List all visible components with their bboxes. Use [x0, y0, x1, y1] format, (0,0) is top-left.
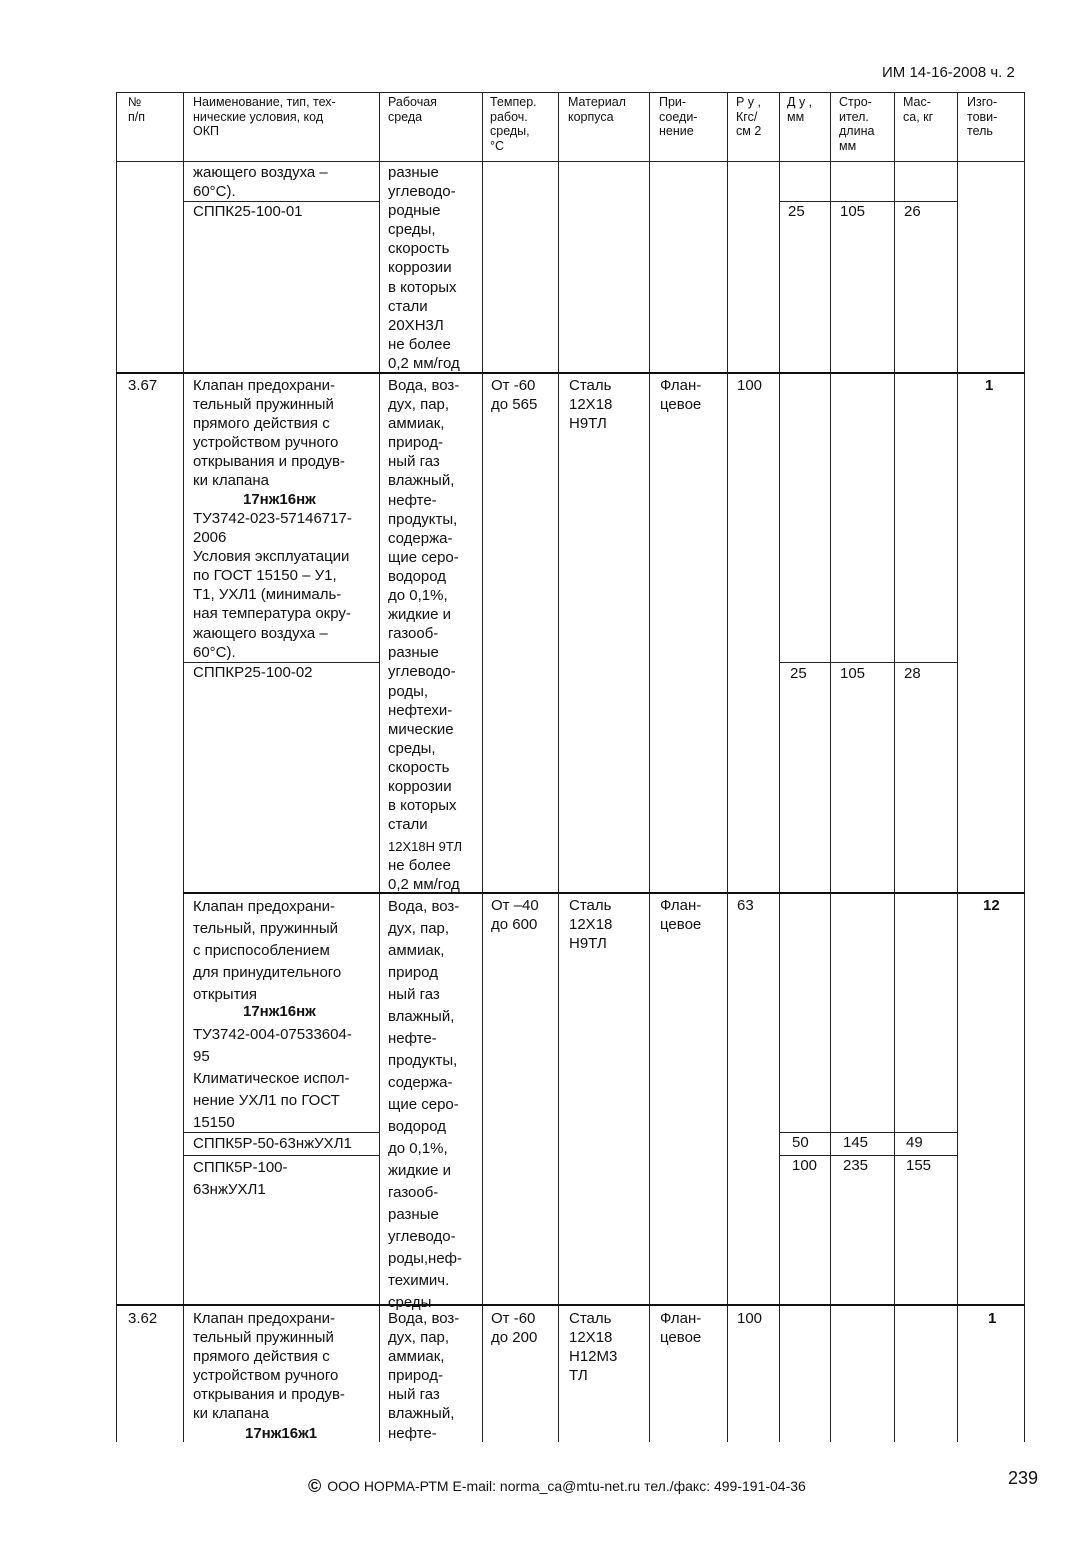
header-temperature: Темпер. рабоч. среды, °С: [490, 95, 537, 153]
mass: 49: [906, 1134, 923, 1151]
working-medium: Вода, воз- дух, пар, аммиак, природ- ный газ влажный, нефте-: [388, 1310, 460, 1442]
table-col-line: [957, 92, 958, 1442]
body-material: Сталь 12Х18 Н12М3 ТЛ: [569, 1310, 618, 1385]
table-col-line: [649, 92, 650, 1442]
table-col-line: [894, 92, 895, 1442]
body-material: Сталь 12Х18 Н9ТЛ: [569, 377, 613, 433]
body-material: Сталь 12Х18 Н9ТЛ: [569, 897, 613, 953]
item-specs: ТУ3742-023-57146717- 2006 Условия эксплуатации по ГОСТ 15150 – У1, Т1, УХЛ1 (минималь- ная температура окру- жающего воздуха – 60°С).: [193, 510, 352, 661]
working-temperature: От -60 до 200: [491, 1310, 538, 1347]
header-length: Стро- ител. длина мм: [839, 95, 875, 153]
nominal-diameter: 50: [792, 1134, 809, 1151]
model-name: СППК25-100-01: [193, 203, 303, 220]
construction-length: 105: [840, 665, 866, 682]
item-type: 17нж16ж1: [245, 1425, 318, 1442]
mass: 155: [906, 1157, 932, 1174]
working-medium: Вода, воз- дух, пар, аммиак, природ- ный газ влажный, нефте- продукты, содержа- щие серо- водород до 0,1%, жидкие и газооб- разные углеводо- роды, нефтехи- мические среды, скорость коррозии в которых стали: [388, 377, 460, 834]
working-medium: Вода, воз- дух, пар, аммиак, природ ный газ влажный, нефте- продукты, содержа- щие серо- водород до 0,1%, жидкие и газооб- разные углеводо- роды,неф- техимич. среды: [388, 898, 463, 1311]
header-manufacturer: Изго- тови- тель: [967, 95, 998, 138]
nominal-pressure: 100: [737, 377, 763, 394]
item-number: 3.62: [128, 1310, 158, 1327]
connection-type: Флан- цевое: [660, 897, 702, 934]
table-border-top: [116, 92, 1025, 93]
manufacturer-code: 1: [988, 1310, 997, 1327]
header-bottom-line: [116, 161, 1025, 162]
construction-length: 105: [840, 203, 866, 220]
row-divider: [116, 372, 1025, 374]
connection-type: Флан- цевое: [660, 1310, 702, 1347]
header-medium: Рабочая среда: [388, 95, 437, 124]
mass: 28: [904, 665, 921, 682]
construction-length: 145: [843, 1134, 869, 1151]
table-col-line: [558, 92, 559, 1442]
item-specs: ТУ3742-004-07533604- 95 Климатическое испол- нение УХЛ1 по ГОСТ 15150: [193, 1026, 352, 1131]
nominal-pressure: 100: [737, 1310, 763, 1327]
row-divider: [779, 662, 958, 663]
table-col-line: [379, 92, 380, 1442]
header-connection: При- соеди- нение: [659, 95, 698, 138]
header-num: № п/п: [128, 95, 146, 124]
mass: 26: [904, 203, 921, 220]
item-number: 3.67: [128, 377, 158, 394]
header-pressure: Р у , Кгс/ см 2: [736, 95, 762, 138]
table-col-line: [183, 92, 184, 1442]
row-divider: [183, 1155, 380, 1156]
header-mass: Мас- са, кг: [903, 95, 934, 124]
table-border-left: [116, 92, 117, 1442]
item-type: 17нж16нж: [243, 491, 316, 508]
item-type: 17нж16нж: [243, 1003, 316, 1020]
construction-length: 235: [843, 1157, 869, 1174]
table-col-line: [482, 92, 483, 1442]
model-name: СППК5Р-100- 63нжУХЛ1: [193, 1159, 288, 1198]
item-description: Клапан предохрани- тельный пружинный прямого действия с устройством ручного открывания и продув- ки клапана: [193, 1310, 345, 1423]
row-divider: [183, 892, 1025, 894]
item-description: Клапан предохрани- тельный, пружинный с приспособлением для принудительного открытия: [193, 898, 342, 1003]
model-name: СППК5Р-50-63нжУХЛ1: [193, 1135, 352, 1152]
table-border-right: [1024, 92, 1025, 1442]
table-col-line: [779, 92, 780, 1442]
table-col-line: [727, 92, 728, 1442]
copyright-icon: ©: [308, 1476, 322, 1496]
model-name: СППКР25-100-02: [193, 664, 313, 681]
item-description: Клапан предохрани- тельный пружинный прямого действия с устройством ручного открывания и продув- ки клапана: [193, 377, 345, 490]
working-medium-steel: 12Х18Н 9ТЛ: [388, 839, 463, 854]
working-temperature: От –40 до 600: [491, 897, 539, 934]
page-number: 239: [1008, 1468, 1039, 1488]
nominal-diameter: 25: [790, 665, 807, 682]
working-medium-end: не более 0,2 мм/год: [388, 857, 460, 894]
row-divider: [116, 1304, 1025, 1306]
header-nominal-diameter: Д у , мм: [787, 95, 813, 124]
footer-text: ООО НОРМА-РТМ E-mail: norma_ca@mtu-net.ru тел./факс: 499-191-04-36: [327, 1478, 806, 1494]
footer: [308, 1476, 806, 1497]
nominal-diameter: 100: [792, 1157, 818, 1174]
working-temperature: От -60 до 565: [491, 377, 538, 414]
manufacturer-code: 12: [983, 897, 1000, 914]
working-medium: разные углеводо- родные среды, скорость коррозии в которых стали 20ХН3Л не более 0,2 мм/год: [388, 164, 460, 372]
table-col-line: [830, 92, 831, 1442]
header-name: Наименование, тип, тех- нические условия, код ОКП: [193, 95, 336, 138]
nominal-diameter: 25: [788, 203, 805, 220]
manufacturer-code: 1: [985, 377, 994, 394]
header-material: Материал корпуса: [568, 95, 626, 124]
nominal-pressure: 63: [737, 897, 754, 914]
connection-type: Флан- цевое: [660, 377, 702, 414]
name-continuation: жающего воздуха – 60°С).: [193, 164, 328, 201]
row-divider: [779, 201, 958, 202]
document-id: ИМ 14-16-2008 ч. 2: [882, 64, 1015, 81]
